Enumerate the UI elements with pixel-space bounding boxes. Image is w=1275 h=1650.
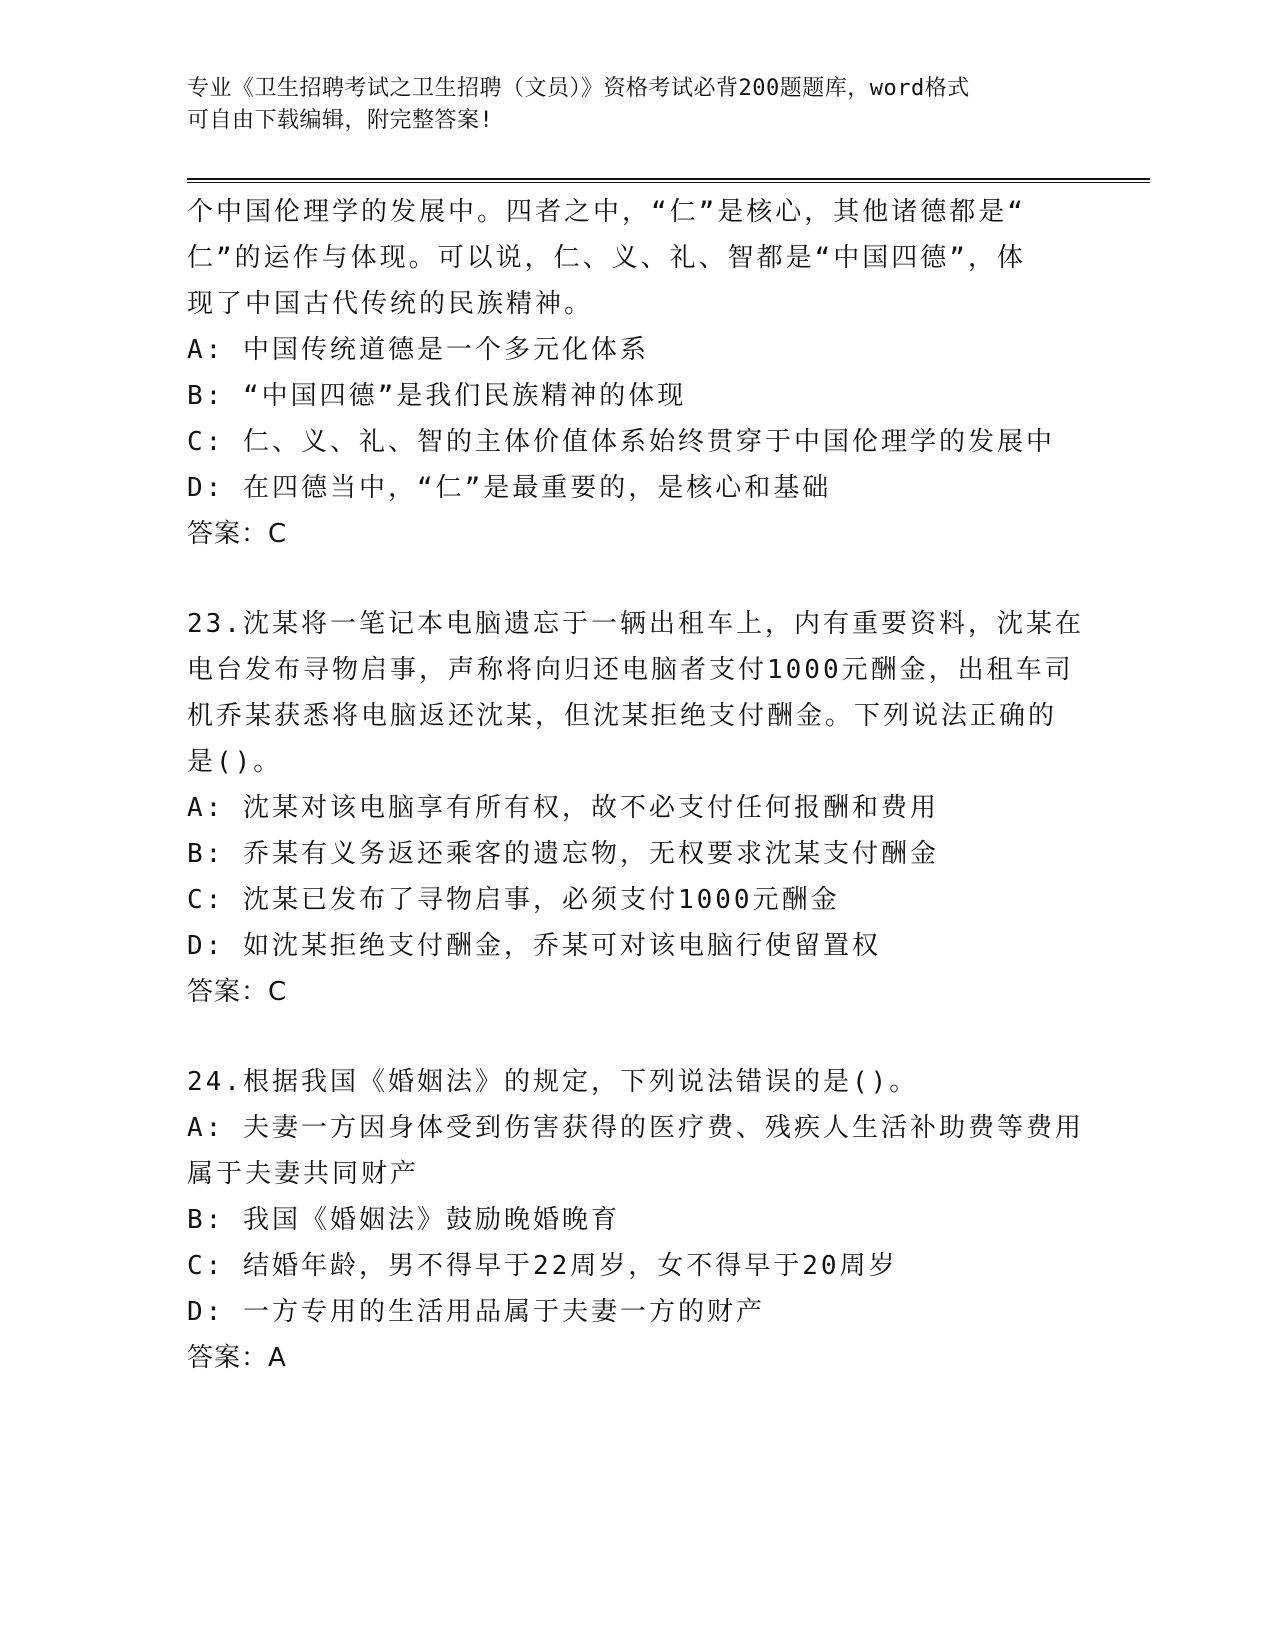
- answer-line: 答案：A: [187, 1343, 287, 1373]
- header-rule-thick: [187, 178, 1150, 180]
- option-b: B: 乔某有义务返还乘客的遗忘物，无权要求沈某支付酬金: [187, 839, 939, 869]
- option-a: A: 夫妻一方因身体受到伤害获得的医疗费、残疾人生活补助费等费用: [187, 1113, 1084, 1143]
- header-title-line-1: 专业《卫生招聘考试之卫生招聘（文员）》资格考试必背200题题库，word格式: [187, 76, 970, 101]
- option-a-continued: 属于夫妻共同财产: [187, 1159, 420, 1189]
- question-24: [187, 1059, 1087, 1381]
- question-23: [187, 601, 1087, 1015]
- option-c: C: 沈某已发布了寻物启事，必须支付1000元酬金: [187, 885, 840, 915]
- question-stem-line: 仁”的运作与体现。可以说，仁、义、礼、智都是“中国四德”，体: [187, 243, 1026, 273]
- spacer: [187, 1015, 1087, 1059]
- question-22-continued: [187, 189, 1087, 557]
- question-stem-line: 个中国伦理学的发展中。四者之中，“仁”是核心，其他诸德都是“: [187, 197, 1026, 227]
- question-stem-line: 24.根据我国《婚姻法》的规定，下列说法错误的是()。: [187, 1067, 919, 1097]
- answer-line: 答案：C: [187, 977, 288, 1007]
- option-d: D: 在四德当中，“仁”是最重要的，是核心和基础: [187, 473, 832, 503]
- question-stem-line: 电台发布寻物启事，声称将向归还电脑者支付1000元酬金，出租车司: [187, 655, 1074, 685]
- option-d: D: 如沈某拒绝支付酬金，乔某可对该电脑行使留置权: [187, 931, 881, 961]
- header-rule-thin: [187, 182, 1150, 183]
- question-stem-line: 23.沈某将一笔记本电脑遗忘于一辆出租车上，内有重要资料，沈某在: [187, 609, 1084, 639]
- header-double-rule: [187, 178, 1150, 183]
- option-b: B: “中国四德”是我们民族精神的体现: [187, 381, 687, 411]
- question-stem-line: 机乔某获悉将电脑返还沈某，但沈某拒绝支付酬金。下列说法正确的: [187, 701, 1058, 731]
- option-b: B: 我国《婚姻法》鼓励晚婚晚育: [187, 1205, 620, 1235]
- document-header: [187, 73, 1087, 137]
- option-c: C: 结婚年龄，男不得早于22周岁，女不得早于20周岁: [187, 1251, 898, 1281]
- option-a: A: 中国传统道德是一个多元化体系: [187, 335, 649, 365]
- question-content: [187, 189, 1087, 1381]
- header-title-line-2: 可自由下载编辑，附完整答案!: [187, 108, 494, 133]
- option-d: D: 一方专用的生活用品属于夫妻一方的财产: [187, 1297, 765, 1327]
- answer-line: 答案：C: [187, 519, 288, 549]
- spacer: [187, 557, 1087, 601]
- question-stem-line: 现了中国古代传统的民族精神。: [187, 289, 594, 319]
- option-c: C: 仁、义、礼、智的主体价值体系始终贯穿于中国伦理学的发展中: [187, 427, 1055, 457]
- question-stem-line: 是()。: [187, 747, 283, 777]
- option-a: A: 沈某对该电脑享有所有权，故不必支付任何报酬和费用: [187, 793, 939, 823]
